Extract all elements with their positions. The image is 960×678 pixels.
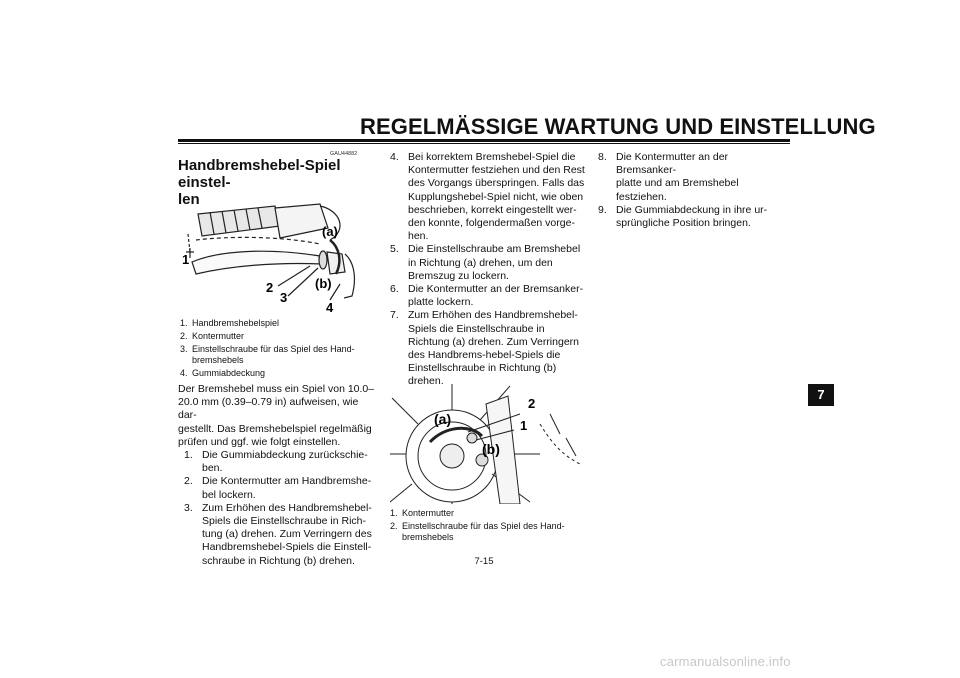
column-3-text [598, 151, 790, 230]
caption-item: 2. Kontermutter [180, 331, 245, 341]
section-title-line2: len [178, 191, 200, 208]
intro-line: Der Bremshebel muss ein Spiel von 10.0– [178, 383, 375, 395]
step-5: 5. Die Einstellschraube am Bremshebel in Richtung (a) drehen, um den Bremszug zu lockern. [390, 243, 581, 282]
step-9: 9. Die Gummiabdeckung in ihre ur- sprüngliche Position bringen. [598, 203, 768, 230]
figure-brake-hub [390, 384, 590, 504]
column-1-text [178, 383, 378, 568]
fig2-label-b: (b) [482, 441, 500, 457]
page-header-title: REGELMÄSSIGE WARTUNG UND EINSTELLUNG [360, 114, 876, 139]
step-2: 2. Die Kontermutter am Handbremshe- bel lockern. [184, 475, 372, 501]
caption-item: 2. Einstellschraube für das Spiel des Hand-bremshebels [390, 521, 565, 542]
caption-item: 3. Einstellschraube für das Spiel des Hand-bremshebels [180, 344, 355, 365]
page-number: 7-15 [474, 556, 494, 567]
fig2-label-1: 1 [520, 418, 528, 433]
fig1-label-3: 3 [280, 290, 288, 305]
step-3: 3. Zum Erhöhen des Handbremshebel- Spiels die Einstellschraube in Rich- tung (a) drehen. Zum Verringern des Handbremshebel-Spiels die Einstell- schraube in Richtung (b) drehen. [184, 501, 372, 567]
section-title-line1: Handbremshebel-Spiel einstel- [178, 157, 341, 191]
intro-line: 20.0 mm (0.39–0.79 in) aufweisen, wie dar- [178, 396, 359, 422]
intro-line: prüfen und ggf. wie folgt einstellen. [178, 435, 341, 448]
fig2-label-a: (a) [434, 411, 452, 427]
fig1-label-1: 1 [182, 252, 190, 267]
fig1-label-2: 2 [266, 280, 274, 295]
header-rule [178, 139, 790, 142]
fig1-label-4: 4 [326, 300, 334, 315]
figure1-captions [180, 318, 370, 381]
intro-line: gestellt. Das Bremshebelspiel regelmäßig [178, 422, 372, 435]
step-1: 1. Die Gummiabdeckung zurückschie- ben. [184, 449, 368, 475]
step-8: 8. Die Kontermutter an der Bremsanker- platte und am Bremshebel festziehen. [598, 151, 739, 203]
header-rule-thin [178, 143, 790, 144]
step-6: 6. Die Kontermutter an der Bremsanker- platte lockern. [390, 283, 584, 309]
figure-brake-lever [180, 200, 370, 316]
column-2-text [390, 151, 590, 389]
figure2-captions [390, 508, 590, 545]
watermark: carmanualsonline.info [660, 654, 791, 669]
section-code: GAU44882 [330, 151, 358, 157]
caption-item: 4. Gummiabdeckung [180, 368, 266, 378]
fig1-label-a: (a) [322, 224, 338, 239]
fig2-label-2: 2 [528, 396, 536, 411]
chapter-tab: 7 [808, 384, 834, 406]
step-4: 4. Bei korrektem Bremshebel-Spiel die Kontermutter festziehen und den Rest des Vorgangs überspringen. Falls das Kupplungshebel-Spiel nicht, wie oben beschrieben, korrekt eingestellt wer- den konnte, folgendermaßen vorge- hen. [390, 151, 585, 243]
fig1-label-b: (b) [315, 276, 332, 291]
step-7: 7. Zum Erhöhen des Handbremshebel- Spiels die Einstellschraube in Richtung (a) drehen. Zum Verringern des Handbrems-hebel-Spiels die Einstellschraube in Richtung (b) drehen. [390, 309, 579, 388]
caption-item: 1. Handbremshebelspiel [180, 318, 280, 328]
caption-item: 1. Kontermutter [390, 508, 455, 518]
